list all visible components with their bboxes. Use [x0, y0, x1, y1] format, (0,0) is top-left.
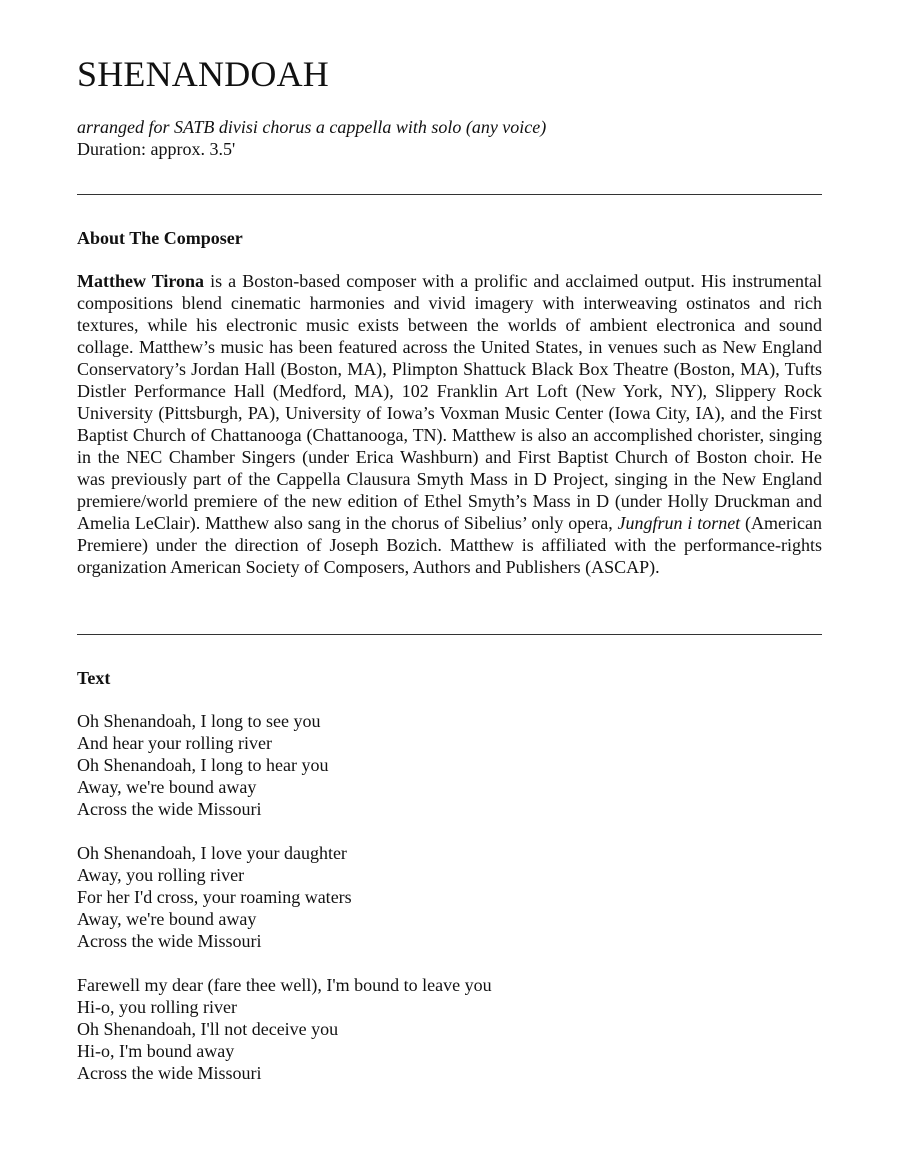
- stanza-1: [77, 710, 822, 820]
- lyric-line: Across the wide Missouri: [77, 1063, 262, 1083]
- composer-biography: [77, 270, 822, 578]
- section-divider: [77, 194, 822, 195]
- lyric-line: Farewell my dear (fare thee well), I'm bound to leave you: [77, 975, 492, 995]
- opera-title: Jungfrun i tornet: [617, 513, 741, 533]
- lyric-line: And hear your rolling river: [77, 733, 272, 753]
- lyric-line: Across the wide Missouri: [77, 799, 262, 819]
- lyric-line: For her I'd cross, your roaming waters: [77, 887, 352, 907]
- bio-text-part-2: (American Premiere) under the direction of Joseph Bozich. Matthew is affiliated with the performance-rights organization American Society of Composers, Authors and Publishers (ASCAP).: [77, 513, 822, 577]
- stanza-2: [77, 842, 822, 952]
- lyric-line: Away, we're bound away: [77, 909, 257, 929]
- lyric-line: Away, you rolling river: [77, 865, 245, 885]
- stanza-3: [77, 974, 822, 1084]
- lyric-line: Hi-o, you rolling river: [77, 997, 237, 1017]
- lyric-line: Oh Shenandoah, I long to hear you: [77, 755, 329, 775]
- lyric-line: Oh Shenandoah, I long to see you: [77, 711, 321, 731]
- composer-name: Matthew Tirona: [77, 271, 205, 291]
- lyric-line: Oh Shenandoah, I love your daughter: [77, 843, 347, 863]
- lyric-line: Oh Shenandoah, I'll not deceive you: [77, 1019, 339, 1039]
- bio-text-part-1: is a Boston-based composer with a prolific and acclaimed output. His instrumental compositions blend cinematic harmonies and vivid imagery with interweaving ostinatos and rich textures, while his electronic music exists between the worlds of ambient electronica and sound collage. Matthew’s music has been featured across the United States, in venues such as New England Conservatory’s Jordan Hall (Boston, MA), Plimpton Shattuck Black Box Theatre (Boston, MA), Tufts Distler Performance Hall (Medford, MA), 102 Franklin Art Loft (New York, NY), Slippery Rock University (Pittsburgh, PA), University of Iowa’s Voxman Music Center (Iowa City, IA), and the First Baptist Church of Chattanooga (Chattanooga, TN). Matthew is also an accomplished chorister, singing in the NEC Chamber Singers (under Erica Washburn) and First Baptist Church of Boston choir. He was previously part of the Cappella Clausura Smyth Mass in D Project, singing in the New England premiere/world premiere of the new edition of Ethel Smyth’s Mass in D (under Holly Druckman and Amelia LeClair). Matthew also sang in the chorus of Sibelius’ only opera,: [77, 271, 822, 533]
- lyric-line: Across the wide Missouri: [77, 931, 262, 951]
- lyric-line: Hi-o, I'm bound away: [77, 1041, 235, 1061]
- text-heading: Text: [77, 668, 111, 688]
- duration-text: Duration: approx. 3.5': [77, 139, 236, 159]
- lyric-line: Away, we're bound away: [77, 777, 257, 797]
- section-divider: [77, 634, 822, 635]
- page-title: SHENANDOAH: [77, 54, 329, 94]
- arrangement-subtitle: arranged for SATB divisi chorus a cappella with solo (any voice): [77, 117, 547, 137]
- lyrics: [77, 710, 822, 1106]
- about-composer-heading: About The Composer: [77, 228, 243, 248]
